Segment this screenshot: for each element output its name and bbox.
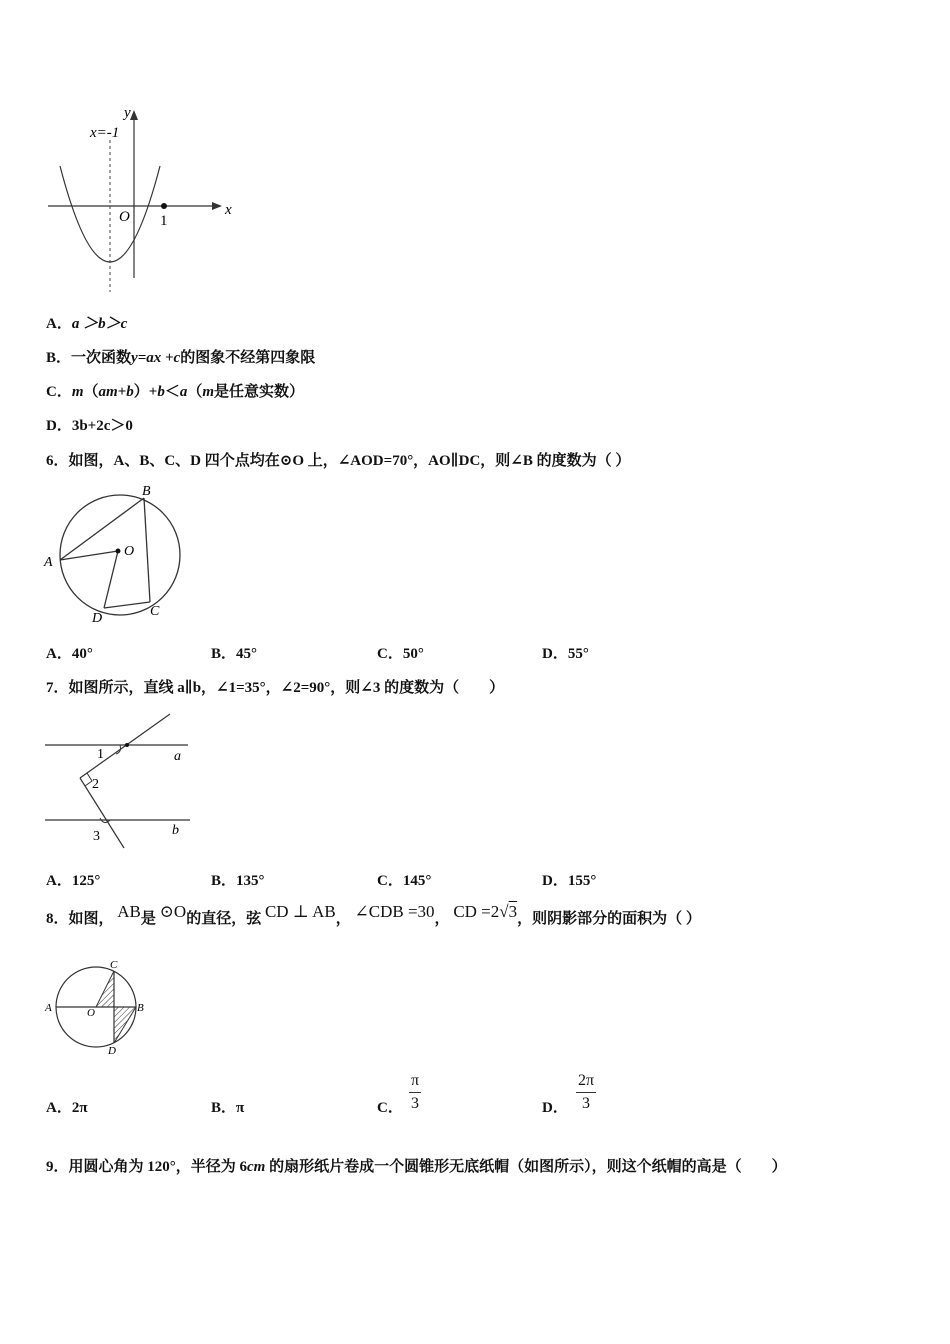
- line-a-label: a: [174, 749, 181, 764]
- point-c-label: C: [150, 604, 160, 619]
- point-a-label: A: [45, 1002, 52, 1014]
- option-key: B．: [211, 873, 237, 889]
- option-text: 125°: [71, 873, 101, 889]
- option-text: 135°: [236, 873, 265, 889]
- point-b-label: B: [137, 1002, 144, 1014]
- length-condition: [453, 902, 517, 921]
- plus: +: [117, 384, 127, 400]
- option-text: 2π: [71, 1100, 88, 1116]
- option-key: C．: [46, 384, 72, 400]
- comma: ，: [434, 911, 450, 927]
- option-key: A．: [46, 646, 72, 662]
- q8-number: 8．如图，: [46, 911, 114, 927]
- option-key: C．: [377, 873, 403, 889]
- option-text: 一次函数: [71, 350, 132, 366]
- q8-option-b: [211, 1096, 244, 1117]
- angle-3-label: 3: [93, 829, 100, 844]
- point-a-label: A: [44, 555, 53, 570]
- q8-option-d-fraction: [576, 1072, 596, 1113]
- option-text: 3b+2c＞0: [71, 418, 133, 434]
- option-text: 的图象不经第四象限: [180, 350, 316, 366]
- line-b-label: b: [172, 823, 179, 838]
- q7-option-c: [377, 869, 431, 890]
- q8-option-c-fraction: [409, 1072, 421, 1113]
- angle-2-label: 2: [92, 777, 99, 792]
- option-key: C．: [377, 646, 403, 662]
- q5-option-d: [46, 414, 133, 435]
- point-b-label: B: [142, 484, 151, 499]
- var-m: m: [71, 384, 84, 400]
- q5-option-a: [46, 312, 127, 333]
- paren: （: [187, 384, 203, 400]
- option-key: A．: [46, 873, 72, 889]
- sqrt-radicand: 3: [508, 902, 518, 921]
- option-key: D．: [46, 418, 72, 434]
- point-d-label: D: [108, 1045, 116, 1057]
- q8-option-d: [542, 1096, 568, 1117]
- text: 9．用圆心角为 120°，半径为 6: [46, 1159, 247, 1175]
- q6-option-a: [46, 642, 93, 663]
- fraction-numerator: π: [409, 1072, 421, 1093]
- center-o-label: O: [124, 544, 135, 559]
- center-o-label: O: [87, 1007, 95, 1019]
- q5-option-c: [46, 380, 304, 401]
- cd-equals: CD =2: [453, 902, 500, 921]
- option-key: A．: [46, 1100, 72, 1116]
- option-key: B．: [46, 350, 72, 366]
- q8-stem: [46, 902, 701, 928]
- paren: （: [83, 384, 99, 400]
- option-key: D．: [542, 1100, 568, 1116]
- option-key: D．: [542, 873, 568, 889]
- parabola-figure: [40, 100, 250, 300]
- q6-stem: 6．如图，A、B、C、D 四个点均在⊙O 上，∠AOD=70°，AO∥DC，则∠B 的度数为（ ）: [46, 453, 631, 469]
- q7-option-b: [211, 869, 265, 890]
- circle-shaded-figure: [40, 955, 155, 1060]
- perp-condition: CD ⊥ AB: [264, 902, 336, 921]
- var-b: b: [126, 384, 134, 400]
- circle-abcd-figure: [40, 480, 200, 630]
- option-key: B．: [211, 1100, 237, 1116]
- angle-1-label: 1: [97, 747, 104, 762]
- angle-condition: ∠CDB =30: [354, 902, 435, 921]
- option-key: D．: [542, 646, 568, 662]
- parallel-lines-figure: [40, 710, 200, 855]
- comma: ，: [335, 911, 351, 927]
- option-text: 50°: [402, 646, 424, 662]
- var-am: am: [98, 384, 118, 400]
- fraction-denominator: 3: [582, 1095, 591, 1112]
- option-text: 145°: [402, 873, 432, 889]
- text: 的扇形纸片卷成一个圆锥形无底纸帽（如图所示），则这个纸帽的高是（ ）: [265, 1159, 787, 1175]
- option-key: A．: [46, 316, 72, 332]
- q9-stem: [46, 1155, 787, 1176]
- origin-label: O: [119, 209, 130, 225]
- q6-option-c: [377, 642, 424, 663]
- q7-stem: 7．如图所示，直线 a∥b，∠1=35°，∠2=90°，则∠3 的度数为（ ）: [46, 680, 505, 696]
- option-text: 55°: [567, 646, 589, 662]
- option-formula: y=ax +c: [131, 350, 181, 366]
- q8-option-c: [377, 1096, 403, 1117]
- option-text: π: [236, 1100, 245, 1116]
- point-c-label: C: [110, 959, 118, 971]
- q5-option-b: [46, 346, 315, 367]
- q7-option-d: [542, 869, 596, 890]
- unit: cm: [247, 1159, 266, 1175]
- circle-o: ⊙O: [159, 902, 187, 921]
- text: 的直径，弦: [186, 911, 262, 927]
- option-text: 45°: [236, 646, 258, 662]
- paren-plus: ）+: [133, 384, 158, 400]
- option-key: C．: [377, 1100, 403, 1116]
- var-m: m: [202, 384, 215, 400]
- fraction-numerator: 2π: [576, 1072, 596, 1093]
- point-d-label: D: [92, 611, 103, 626]
- fraction-denominator: 3: [411, 1095, 420, 1112]
- axis-line-label: x=-1: [90, 125, 120, 141]
- q7-option-a: [46, 869, 100, 890]
- x-axis-label: x: [225, 202, 232, 218]
- option-text: 是任意实数）: [214, 384, 305, 400]
- q6-option-d: [542, 642, 589, 663]
- option-text: a ＞b＞c: [71, 316, 128, 332]
- option-key: B．: [211, 646, 237, 662]
- text: 是: [140, 911, 156, 927]
- less-than: ＜: [164, 384, 180, 400]
- sqrt-icon: √: [499, 902, 509, 921]
- option-text: 155°: [567, 873, 597, 889]
- q8-option-a: [46, 1096, 88, 1117]
- var-b: b: [157, 384, 165, 400]
- var-a: a: [179, 384, 188, 400]
- q6-option-b: [211, 642, 257, 663]
- point-one-label: 1: [160, 213, 168, 229]
- option-text: 40°: [71, 646, 93, 662]
- y-axis-label: y: [124, 105, 131, 121]
- segment-ab: AB: [117, 902, 141, 921]
- text: ，则阴影部分的面积为（ ）: [517, 911, 701, 927]
